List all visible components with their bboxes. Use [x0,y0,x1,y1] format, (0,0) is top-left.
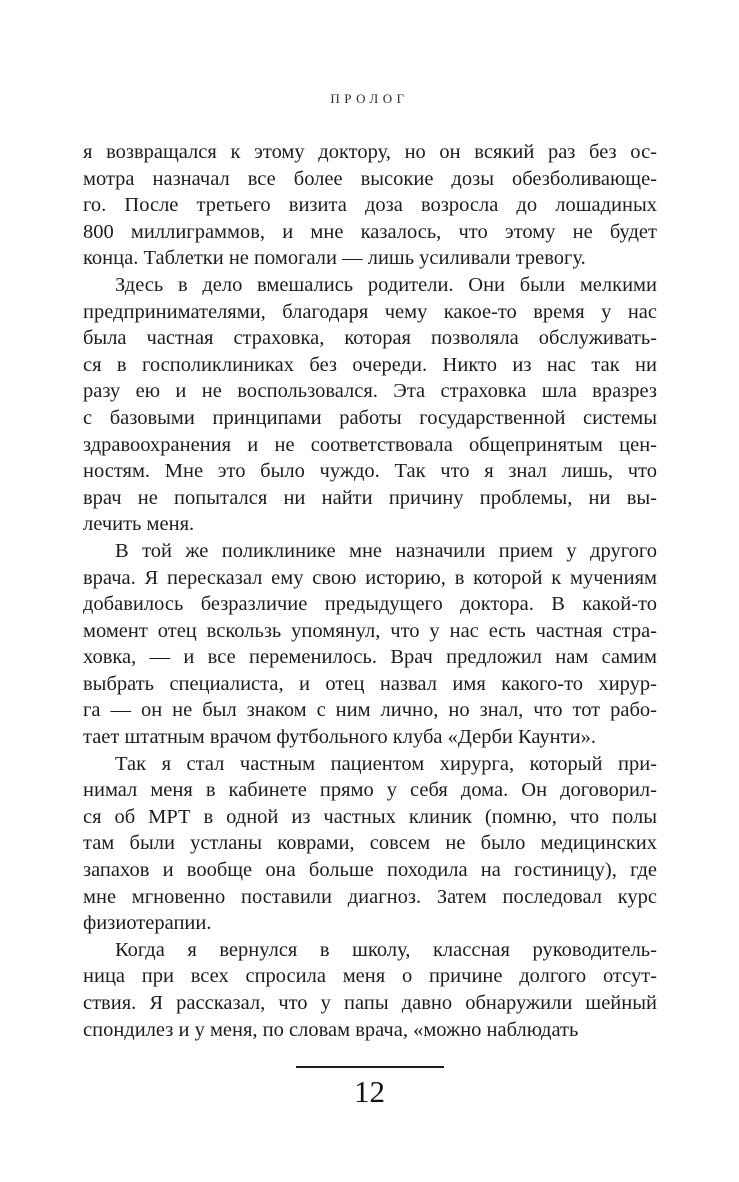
text-line: ница при всех спросила меня о причине долгого отсут- [83,965,657,988]
text-line: разу ею и не воспользовался. Эта страховка шла вразрез [83,380,657,403]
text-line: здравоохранения и не соответствовала общепринятым цен- [83,433,657,456]
page-body [83,139,657,1043]
text-line: запахов и вообще она больше походила на гостиницу), где [83,859,657,882]
text-line: ся об МРТ в одной из частных клиник (помню, что полы [83,805,657,828]
footer-rule [296,1066,444,1068]
paragraph [83,139,657,272]
text-line: добавилось безразличие предыдущего доктора. В какой-то [83,593,657,616]
text-line: 800 миллиграммов, и мне казалось, что этому не будет [83,220,657,243]
text-line: тает штатным врачом футбольного клуба «Дерби Каунти». [83,726,596,749]
text-line: с базовыми принципами работы государственной системы [83,406,657,429]
text-line: конца. Таблетки не помогали — лишь усиливали тревогу. [83,247,586,270]
running-header: ПРОЛОГ [330,91,409,106]
page-number: 12 [354,1074,385,1109]
text-line: была частная страховка, которая позволяла обслуживать- [83,327,657,350]
page-footer [0,1066,739,1109]
text-line: врач не попытался ни найти причину проблемы, ни вы- [83,486,657,509]
text-line: спондилез и у меня, по словам врача, «можно наблюдать [83,1018,579,1041]
text-line: ствия. Я рассказал, что у папы давно обнаружили шейный [83,992,657,1014]
text-line: мотра назначал все более высокие дозы обезболивающе- [83,167,657,190]
text-line: Так я стал частным пациентом хирурга, который при- [115,752,657,775]
paragraph [83,937,657,1043]
text-line: ховка, — и все переменилось. Врач предложил нам самим [83,646,657,669]
text-line: лечить меня. [83,513,195,536]
text-line: Когда я вернулся в школу, классная руководитель- [115,938,657,961]
text-line: физиотерапии. [83,912,212,935]
text-line: го. После третьего визита доза возросла до лошадиных [83,194,657,217]
text-line: момент отец вскользь упомянул, что у нас есть частная стра- [83,619,657,642]
text-line: я возвращался к этому доктору, но он всякий раз без ос- [83,141,657,163]
text-line: выбрать специалиста, и отец назвал имя какого-то хирур- [83,672,657,695]
paragraph [83,751,657,937]
text-line: Здесь в дело вмешались родители. Они были мелкими [115,273,657,296]
paragraph [83,272,657,538]
text-line: нимал меня в кабинете прямо у себя дома. Он договорил- [83,779,657,802]
text-line: мне мгновенно поставили диагноз. Затем последовал курс [83,885,657,908]
text-line: В той же поликлинике мне назначили прием у другого [115,539,657,562]
text-line: там были устланы коврами, совсем не было медицинских [83,832,657,855]
text-line: врача. Я пересказал ему свою историю, в которой к мучениям [83,566,657,589]
text-line: га — он не был знаком с ним лично, но знал, что тот рабо- [83,699,657,722]
text-line: предпринимателями, благодаря чему какое-то время у нас [83,300,657,323]
text-line: ностям. Мне это было чуждо. Так что я знал лишь, что [83,460,657,483]
text-line: ся в госполиклиниках без очереди. Никто из нас так ни [83,353,657,376]
paragraph [83,538,657,751]
